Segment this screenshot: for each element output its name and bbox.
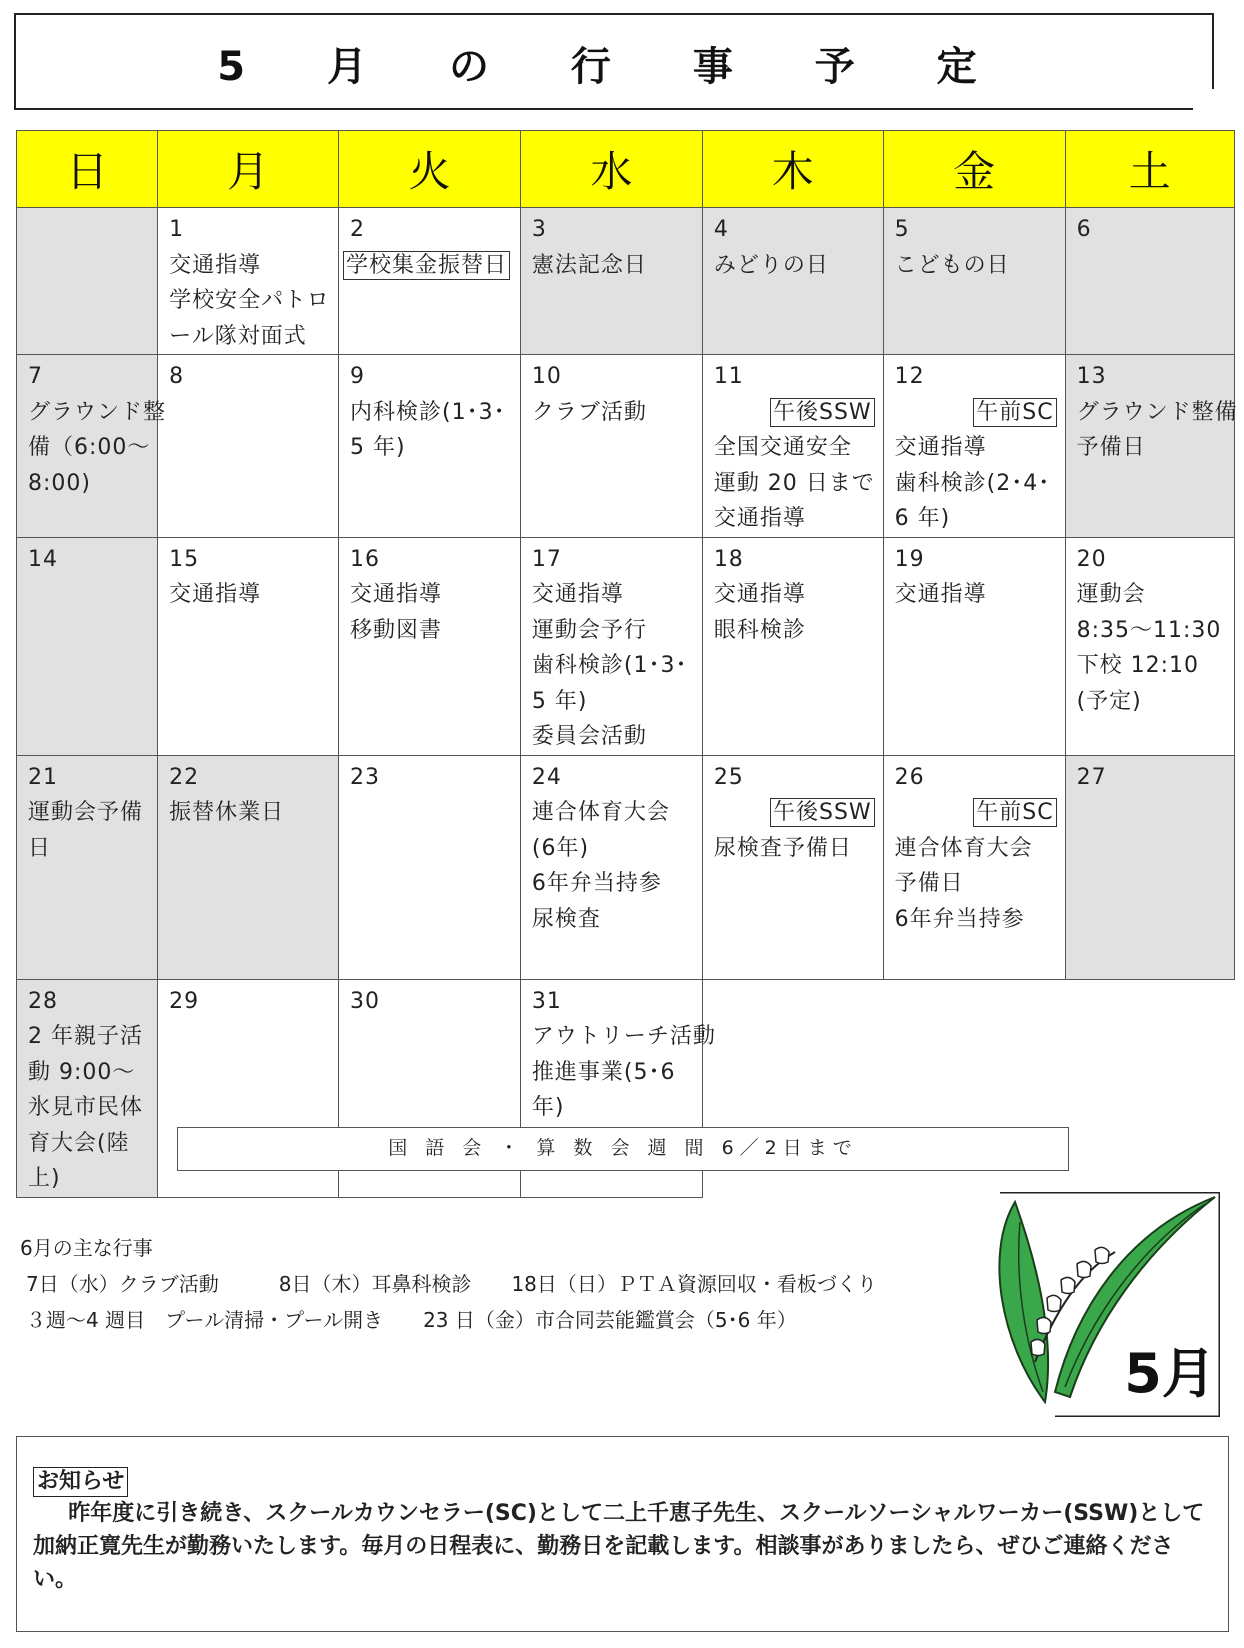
event-line: こどもの日: [894, 252, 1010, 278]
event-line: 運動会予備: [28, 800, 144, 825]
event-line: 交通指導: [531, 582, 624, 607]
calendar-week-row: [17, 208, 1235, 355]
day-number: 17: [531, 546, 562, 572]
event-line: 5 年): [350, 435, 406, 460]
calendar-day-cell: [17, 208, 158, 355]
day-content: [339, 208, 520, 283]
day-number: 28: [28, 988, 58, 1014]
weekday-mon: 月: [158, 131, 339, 208]
event-line: 動 9:00～: [28, 1059, 136, 1085]
event-line: 交通指導: [169, 582, 262, 607]
event-line: 運動会: [1076, 582, 1146, 607]
calendar-day-cell: [520, 355, 702, 538]
day-content: [703, 208, 883, 283]
event-line: 交通指導: [169, 252, 262, 278]
event-line: みどりの日: [713, 252, 829, 278]
day-content: [884, 355, 1065, 537]
day-number: 20: [1076, 546, 1107, 572]
event-line: 全国交通安全: [713, 435, 852, 460]
calendar-day-cell: [520, 755, 702, 979]
day-content: [521, 355, 702, 430]
event-line: 備（6:00～: [28, 435, 151, 460]
day-number: 11: [713, 364, 744, 389]
calendar-day-cell: [158, 355, 339, 538]
event-line: 交通指導: [894, 435, 987, 460]
day-content: [158, 538, 338, 613]
weekday-sat: 土: [1065, 131, 1234, 208]
event-line: 5 年): [531, 688, 588, 714]
calendar-day-cell: [17, 979, 158, 1197]
calendar-day-cell: [883, 355, 1065, 538]
calendar-day-cell: [520, 208, 702, 355]
day-content: [703, 756, 883, 867]
day-content: [521, 208, 702, 283]
day-number: 16: [350, 546, 380, 572]
event-line: (予定): [1076, 688, 1142, 714]
event-line: 推進事業(5･6: [531, 1059, 676, 1085]
day-number: 5: [894, 217, 910, 242]
day-content: [339, 538, 520, 649]
event-line: ール隊対面式: [169, 323, 307, 349]
weekday-fri: 金: [883, 131, 1065, 208]
event-line: 尿検査予備日: [713, 835, 852, 861]
day-number: 9: [350, 364, 365, 389]
event-line: アウトリーチ活動: [531, 1024, 716, 1049]
event-line: 歯科検診(1･3･: [531, 653, 688, 678]
event-line: 6年弁当持参: [531, 871, 662, 896]
day-number: 4: [713, 217, 729, 242]
june-heading: 6月の主な行事: [20, 1236, 153, 1260]
event-line: 連合体育大会: [894, 835, 1033, 861]
day-content: [17, 756, 157, 867]
day-content: [17, 980, 157, 1197]
event-line: 交通指導: [713, 582, 806, 607]
event-line: 下校 12:10: [1076, 653, 1199, 678]
calendar-day-cell: [1065, 355, 1238, 538]
event-line: 交通指導: [713, 506, 806, 531]
weekday-sun: 日: [17, 131, 158, 208]
day-number: 18: [713, 546, 744, 572]
day-number: 12: [894, 364, 925, 389]
day-content: [1066, 756, 1234, 796]
day-number: 6: [1076, 217, 1092, 242]
day-number: 27: [1076, 764, 1107, 790]
event-line: 振替休業日: [169, 800, 285, 825]
day-number: 19: [894, 546, 925, 572]
event-line: 育大会(陸: [28, 1130, 130, 1156]
weekday-header-row: [17, 131, 1235, 208]
day-content: [1066, 355, 1238, 466]
event-line: 運動会予行: [531, 617, 647, 643]
day-content: [339, 355, 520, 466]
day-number: 13: [1076, 364, 1107, 389]
event-line: 上): [28, 1166, 61, 1191]
calendar-day-cell: [1065, 537, 1234, 755]
day-number: 14: [28, 546, 58, 572]
event-line: 移動図書: [350, 617, 443, 643]
calendar-day-cell: [702, 537, 883, 755]
day-number: 29: [169, 988, 200, 1014]
page-title: 5 月 の 行 事 予 定: [217, 44, 1011, 90]
day-number: 26: [894, 764, 925, 790]
day-content: [158, 980, 338, 1020]
calendar-day-cell: [702, 355, 883, 538]
day-content: [521, 980, 716, 1126]
day-number: 23: [350, 764, 380, 790]
calendar-day-cell: [17, 355, 167, 538]
logo-month-text: 5月: [1124, 1342, 1216, 1405]
day-content: [1066, 538, 1234, 720]
day-content: [1066, 208, 1234, 248]
day-content: [521, 538, 702, 755]
weekday-thu: 木: [702, 131, 883, 208]
title-box: [14, 13, 1214, 110]
event-line: 歯科検診(2･4･: [894, 470, 1051, 496]
day-number: 15: [169, 546, 200, 572]
event-line: 氷見市民体: [28, 1095, 144, 1120]
calendar-day-cell: [158, 755, 339, 979]
day-number: 8: [169, 364, 185, 389]
june-row: ３週～4 週目 プール清掃・プール開き 23 日（金）市合同芸能鑑賞会（5･6 年）: [26, 1308, 797, 1332]
notice-heading: お知らせ: [33, 1467, 128, 1497]
calendar-week-row: [17, 537, 1235, 755]
event-line: クラブ活動: [531, 399, 647, 425]
event-line: 眼科検診: [713, 617, 806, 643]
event-line: (6年): [531, 835, 590, 861]
empty-cell: [1065, 979, 1234, 1197]
week-banner: 国 語 会 ・ 算 数 会 週 間 6／2日まで: [177, 1127, 1069, 1171]
event-line: 2 年親子活: [28, 1024, 143, 1049]
event-line: 憲法記念日: [531, 252, 647, 278]
lily-of-the-valley-illustration: [995, 1192, 1220, 1417]
day-content: [884, 756, 1065, 938]
event-line: グラウンド整備: [1076, 399, 1238, 425]
event-line: 学校安全パトロ: [169, 288, 330, 313]
event-line: 6 年): [894, 506, 951, 531]
day-content: [158, 756, 338, 831]
event-line: 運動 20 日まで: [713, 470, 875, 496]
day-content: [339, 980, 520, 1020]
counselor-badge: 午後SSW: [770, 398, 875, 427]
day-number: 22: [169, 764, 200, 790]
day-number: 2: [350, 217, 365, 242]
calendar-day-cell: [883, 208, 1065, 355]
calendar-day-cell: [883, 537, 1065, 755]
day-content: [17, 208, 157, 212]
event-line: 交通指導: [350, 582, 443, 607]
calendar-day-cell: [339, 355, 521, 538]
day-content: [884, 208, 1065, 283]
calendar-day-cell: [158, 537, 339, 755]
day-content: [521, 756, 702, 938]
event-line: 8:00): [28, 470, 91, 496]
calendar-week-row: [17, 355, 1235, 538]
calendar-day-cell: [702, 755, 883, 979]
calendar-day-cell: [883, 755, 1065, 979]
page-fold-corner: [1193, 89, 1215, 111]
june-row: 7日（水）クラブ活動 8日（木）耳鼻科検診 18日（日）ＰＴＡ資源回収・看板づくり: [26, 1272, 877, 1296]
day-number: 24: [531, 764, 562, 790]
day-content: [17, 538, 157, 578]
day-content: [158, 355, 338, 395]
counselor-badge: 午後SSW: [770, 798, 875, 827]
calendar-day-cell: [1065, 208, 1234, 355]
calendar-day-cell: [520, 537, 702, 755]
calendar-week-row: [17, 755, 1235, 979]
calendar-day-cell: [339, 755, 521, 979]
day-number: 1: [169, 217, 185, 242]
counselor-badge: 午前SC: [973, 398, 1056, 427]
day-content: [703, 538, 883, 649]
day-content: [339, 756, 520, 796]
day-content: [884, 538, 1065, 613]
day-number: 21: [28, 764, 58, 790]
event-line: 内科検診(1･3･: [350, 399, 506, 425]
event-line: 交通指導: [894, 582, 987, 607]
event-line: 予備日: [1076, 435, 1146, 460]
day-number: 30: [350, 988, 380, 1014]
boxed-event: 学校集金振替日: [343, 251, 510, 280]
calendar-day-cell: [702, 208, 883, 355]
day-content: [158, 208, 338, 354]
event-line: 6年弁当持参: [894, 906, 1025, 932]
calendar-day-cell: [339, 537, 521, 755]
calendar-day-cell: [339, 208, 521, 355]
day-number: 10: [531, 364, 562, 389]
event-line: 予備日: [894, 871, 964, 896]
calendar-day-cell: [17, 537, 158, 755]
day-number: 3: [531, 217, 547, 242]
event-line: 8:35～11:30: [1076, 617, 1222, 643]
calendar-table: [16, 130, 1238, 1198]
day-content: [703, 355, 883, 537]
counselor-badge: 午前SC: [973, 798, 1056, 827]
day-number: 7: [28, 364, 43, 389]
calendar-day-cell: [17, 755, 158, 979]
event-line: 日: [28, 835, 52, 861]
notice-body: 昨年度に引き続き、スクールカウンセラー(SC)として二上千恵子先生、スクールソーシャルワーカー(SSW)として加納正寛先生が勤務いたします。毎月の日程表に、勤務日を記載します。相談事がありましたら、ぜひご連絡ください。: [33, 1501, 1205, 1592]
event-line: 年): [531, 1095, 565, 1120]
june-events: [18, 1230, 877, 1338]
calendar-day-cell: [1065, 755, 1234, 979]
event-line: 委員会活動: [531, 724, 647, 749]
weekday-wed: 水: [520, 131, 702, 208]
event-line: グラウンド整: [28, 399, 167, 425]
event-line: 尿検査: [531, 906, 601, 932]
day-number: 31: [531, 988, 562, 1014]
day-content: [17, 355, 167, 501]
event-line: 連合体育大会: [531, 800, 670, 825]
calendar-day-cell: [158, 208, 339, 355]
day-number: 25: [713, 764, 744, 790]
notice-box: [16, 1436, 1229, 1632]
weekday-tue: 火: [339, 131, 521, 208]
